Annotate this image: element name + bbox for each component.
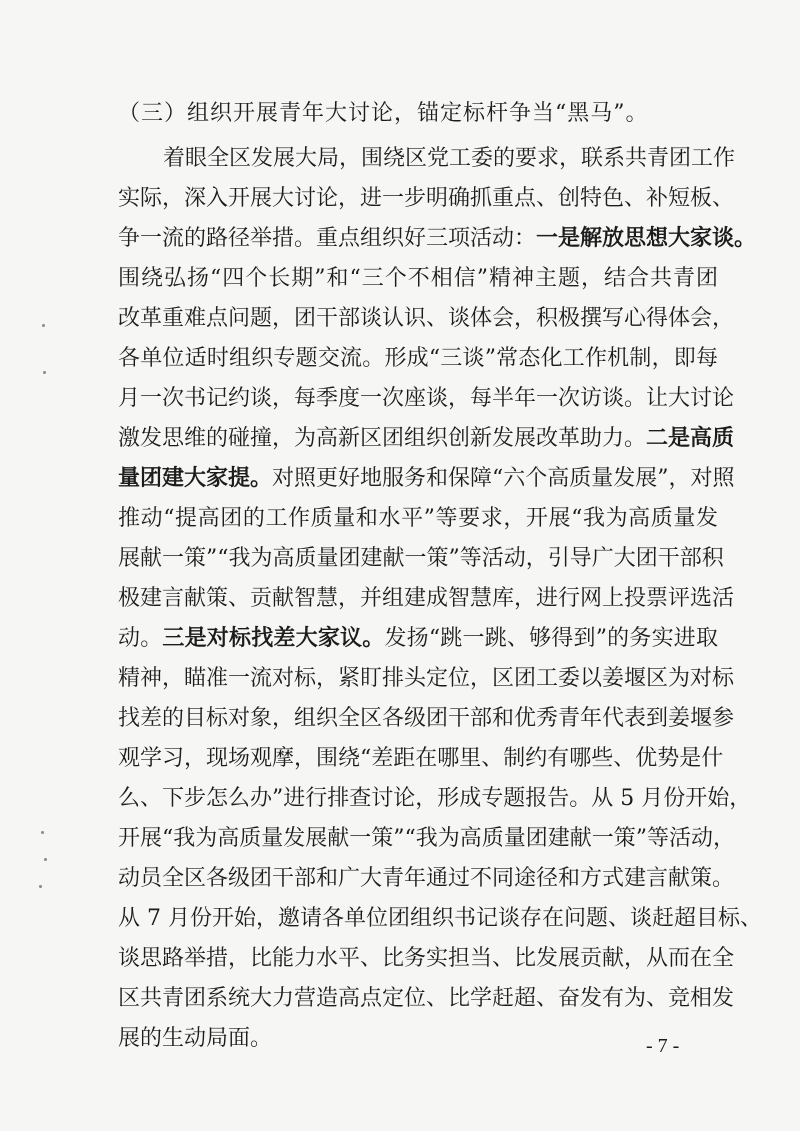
text-line — [118, 619, 718, 659]
line-segment: 从 7 月份开始，邀请各单位团组织书记谈存在问题、谈赶超目标、 — [118, 906, 762, 931]
scan-speck — [44, 858, 47, 861]
scan-speck — [41, 831, 44, 834]
line-segment: 找差的目标对象，组织全区各级团干部和优秀青年代表到姜堰参 — [118, 706, 735, 731]
text-line — [118, 939, 735, 979]
line-segment: 各单位适时组织专题交流。形成“三谈”常态化工作机制，即每 — [118, 346, 718, 371]
scan-speck — [39, 885, 42, 888]
page-number: - 7 - — [646, 1035, 680, 1057]
line-segment: 月一次书记约谈，每季度一次座谈，每半年一次访谈。让大讨论 — [118, 386, 735, 411]
line-segment: 展的生动局面。 — [118, 1026, 273, 1051]
text-line — [118, 299, 735, 339]
line-segment: 围绕弘扬“四个长期”和“三个不相信”精神主题，结合共青团 — [118, 266, 718, 291]
text-line — [118, 259, 718, 299]
line-segment: 实际，深入开展大讨论，进一步明确抓重点、创特色、补短板、 — [118, 186, 735, 211]
text-line — [118, 1019, 718, 1059]
line-segment: 开展“我为高质量发展献一策”“我为高质量团建献一策”等活动， — [118, 826, 735, 851]
bold-phrase: 量团建大家提。 — [118, 466, 273, 491]
line-segment: 观学习，现场观摩，围绕“差距在哪里、制约有哪些、优势是什 — [118, 746, 724, 771]
line-segment: 谈思路举措，比能力水平、比务实担当、比发展贡献，从而在全 — [118, 946, 735, 971]
text-line — [118, 499, 718, 539]
line-segment: 展献一策”“我为高质量团建献一策”等活动，引导广大团干部积 — [118, 546, 724, 571]
text-line — [118, 179, 735, 219]
line-segment: 精神，瞄准一流对标，紧盯排头定位，区团工委以姜堰区为对标 — [118, 666, 735, 691]
line-segment: 改革重难点问题，团干部谈认识、谈体会，积极撰写心得体会， — [118, 306, 735, 331]
line-segment: 发扬“跳一跳、够得到”的务实进取 — [384, 626, 718, 651]
scan-speck — [43, 371, 46, 374]
text-line — [118, 859, 735, 899]
text-line — [118, 699, 735, 739]
text-line — [118, 979, 735, 1019]
text-line — [118, 339, 718, 379]
section-heading: （三）组织开展青年大讨论，锚定标杆争当“黑马”。 — [118, 101, 649, 126]
line-segment: 极建言献策、贡献智慧，并组建成智慧库，进行网上投票评选活 — [118, 586, 735, 611]
line-segment: 动员全区各级团干部和广大青年通过不同途径和方式建言献策。 — [118, 866, 735, 891]
bold-phrase: 二是高质 — [646, 426, 735, 451]
text-line — [118, 419, 735, 459]
text-line — [118, 219, 757, 259]
bold-phrase: 一是解放思想大家谈。 — [536, 226, 757, 251]
text-line — [118, 539, 724, 579]
text-line — [118, 459, 735, 499]
text-line — [118, 579, 735, 619]
text-line — [118, 139, 736, 179]
text-line — [118, 819, 735, 859]
text-line — [118, 659, 735, 699]
scan-speck — [42, 324, 45, 327]
line-segment: 么、下步怎么办”进行排查讨论，形成专题报告。从 5 月份开始， — [118, 786, 752, 811]
line-segment: 争一流的路径举措。重点组织好三项活动： — [118, 226, 537, 251]
line-segment: 着眼全区发展大局，围绕区党工委的要求，联系共青团工作 — [163, 146, 736, 171]
line-segment: 对照更好地服务和保障“六个高质量发展”，对照 — [272, 466, 735, 491]
bold-phrase: 三是对标找差大家议。 — [162, 626, 385, 651]
line-segment: 推动“提高团的工作质量和水平”等要求，开展“我为高质量发 — [118, 506, 718, 531]
line-segment: 激发思维的碰撞，为高新区团组织创新发展改革助力。 — [118, 426, 647, 451]
text-line — [118, 739, 724, 779]
text-line — [118, 899, 762, 939]
body-paragraph — [118, 139, 762, 1059]
line-segment: 动。 — [118, 626, 163, 651]
text-line — [118, 779, 752, 819]
line-segment: 区共青团系统大力营造高点定位、比学赶超、奋发有为、竞相发 — [118, 986, 735, 1011]
text-line — [118, 379, 735, 419]
